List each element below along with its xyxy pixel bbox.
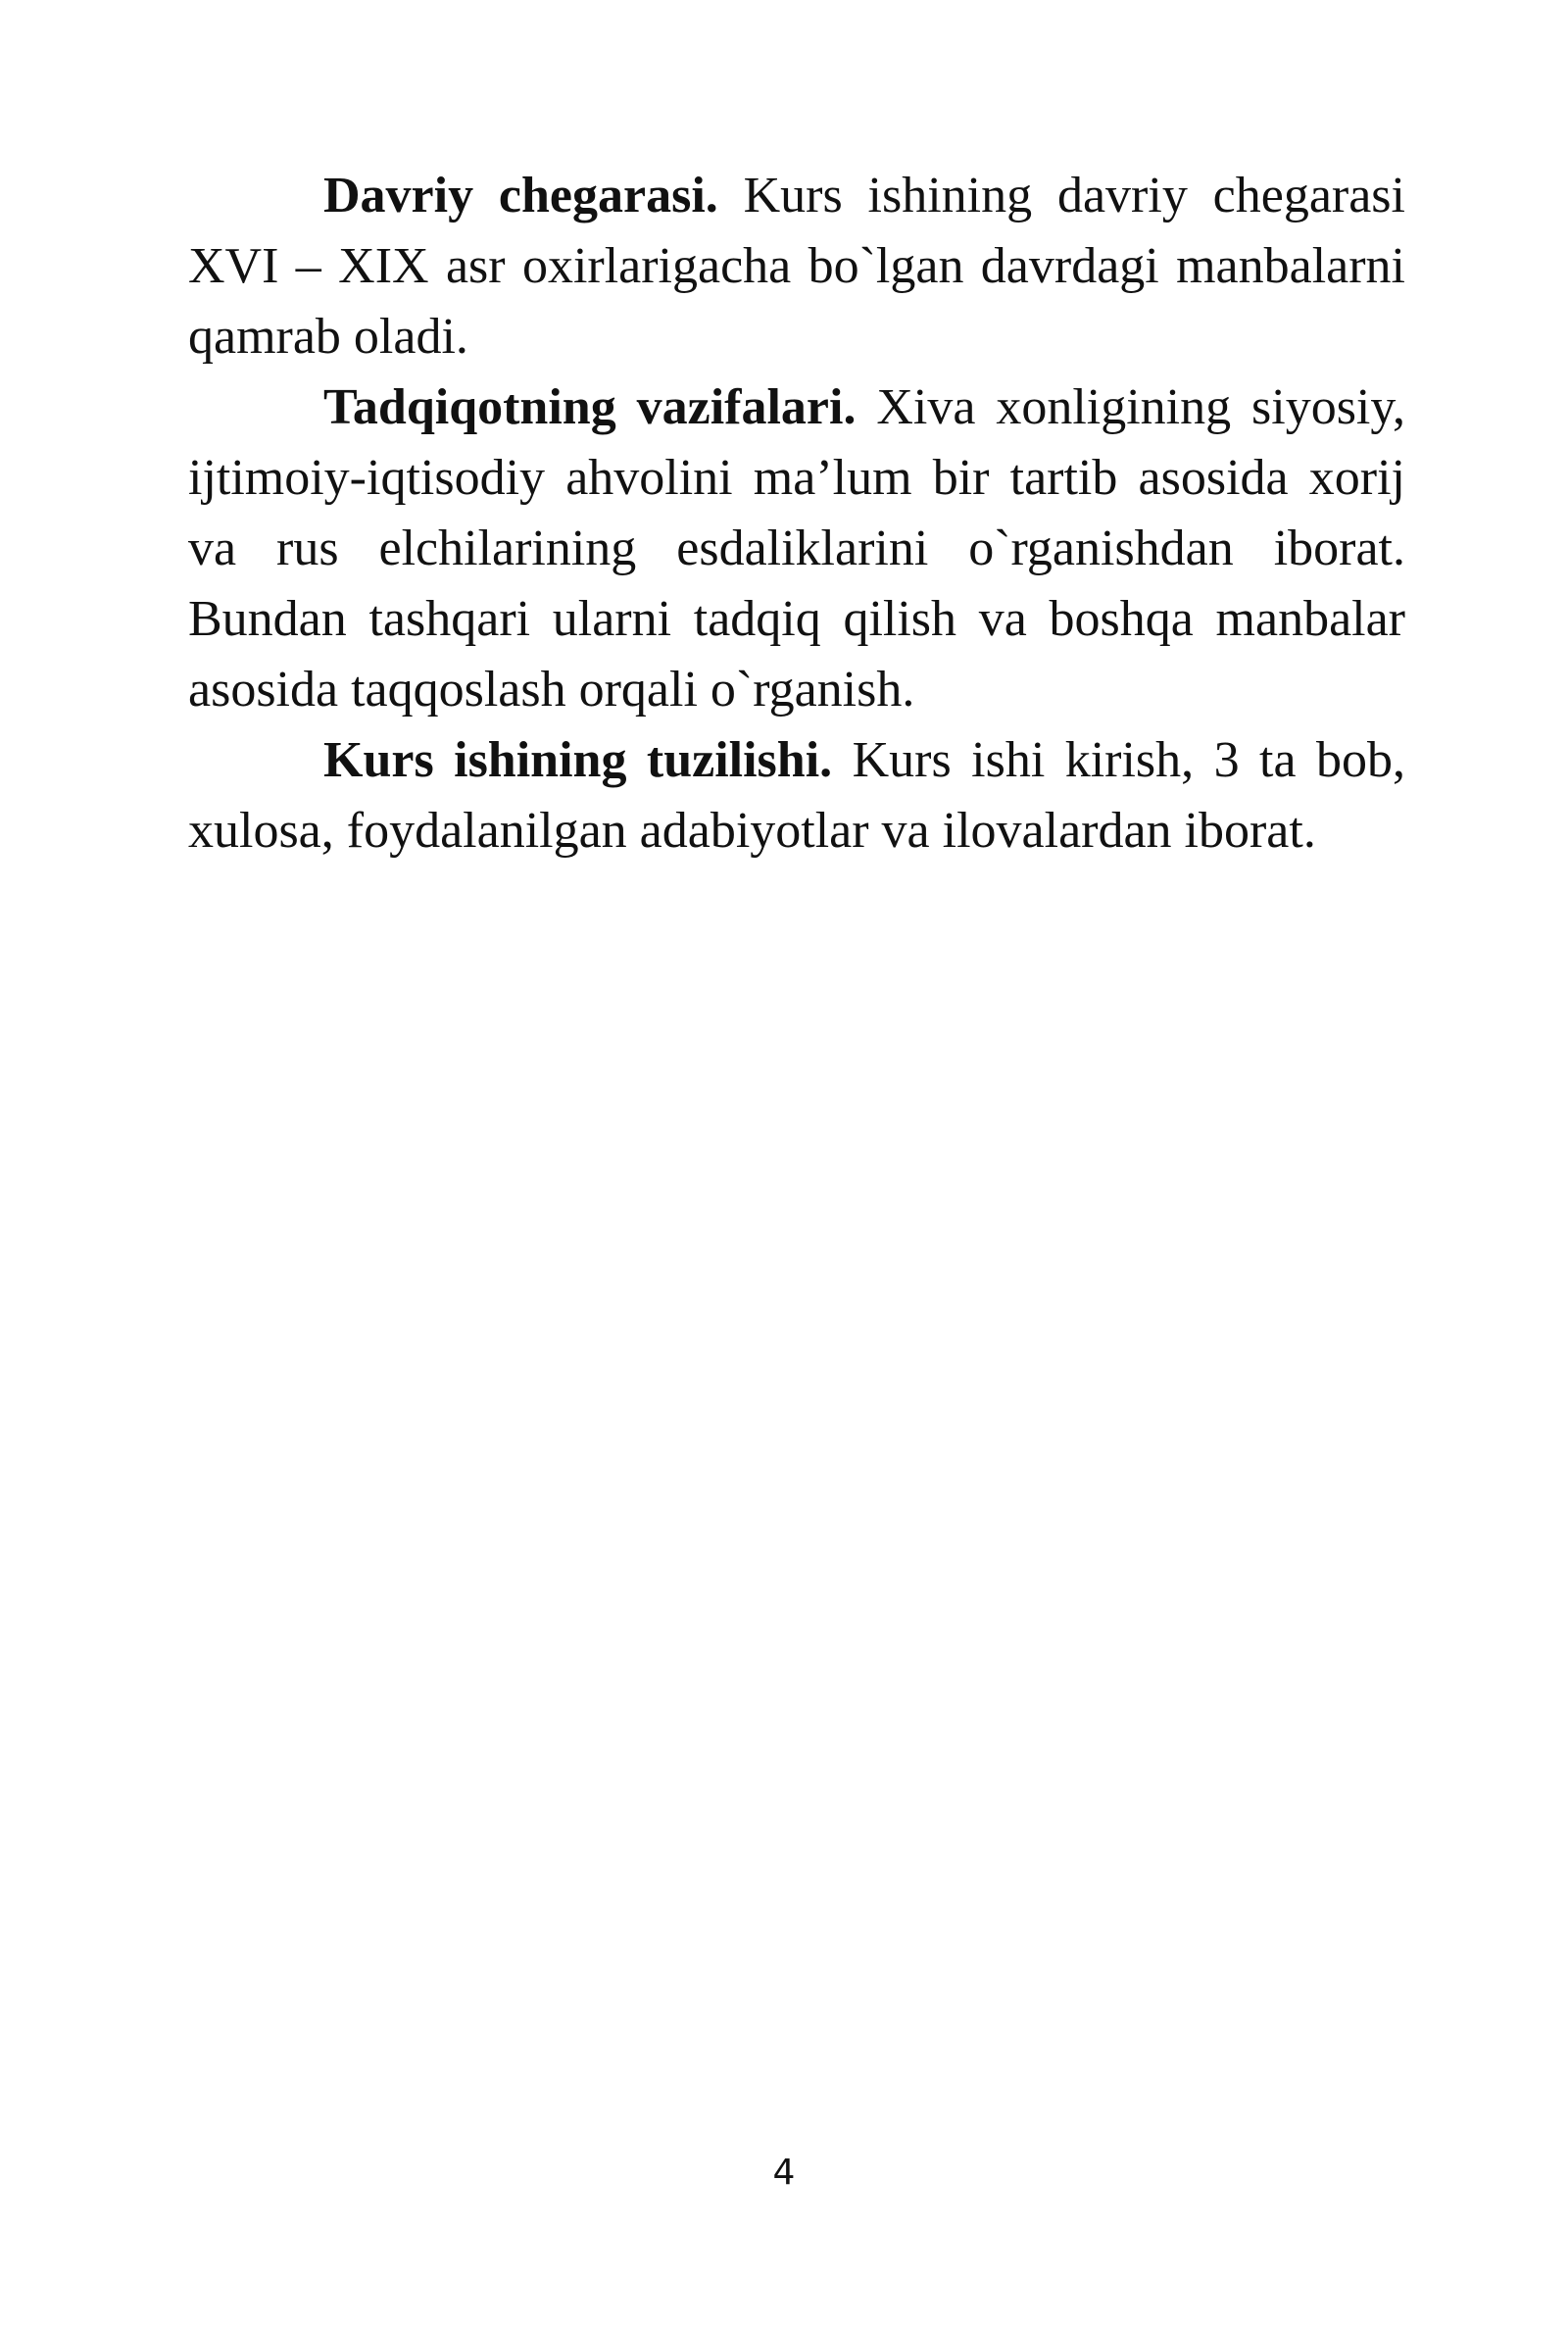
paragraph-text: Kurs ishi kirish, 3 ta bob, xulosa, foydalanilgan adabiyotlar va ilovalardan iborat. (188, 732, 1405, 859)
paragraph-research-tasks (188, 372, 1405, 725)
paragraph-structure (188, 725, 1405, 867)
document-body (188, 161, 1405, 867)
paragraph-text: Kurs ishining davriy chegarasi XVI – XIX asr oxirlarigacha bo`lgan davrdagi manbalarni qamrab oladi. (188, 168, 1405, 365)
paragraph-period-scope (188, 161, 1405, 372)
paragraph-text: Xiva xonligining siyosiy, ijtimoiy-iqtisodiy ahvolini ma’lum bir tartib asosida xorij va rus elchilarining esdaliklarini o`rganishdan iborat. Bundan tashqari ularni tadqiq qilish va boshqa manbalar asosida taqqoslash orqali o`rganish. (188, 379, 1405, 718)
paragraph-heading: Davriy chegarasi. (323, 168, 718, 223)
page-number: 4 (772, 2153, 796, 2193)
paragraph-heading: Kurs ishining tuzilishi. (323, 732, 833, 788)
paragraph-heading: Tadqiqotning vazifalari. (323, 379, 857, 435)
